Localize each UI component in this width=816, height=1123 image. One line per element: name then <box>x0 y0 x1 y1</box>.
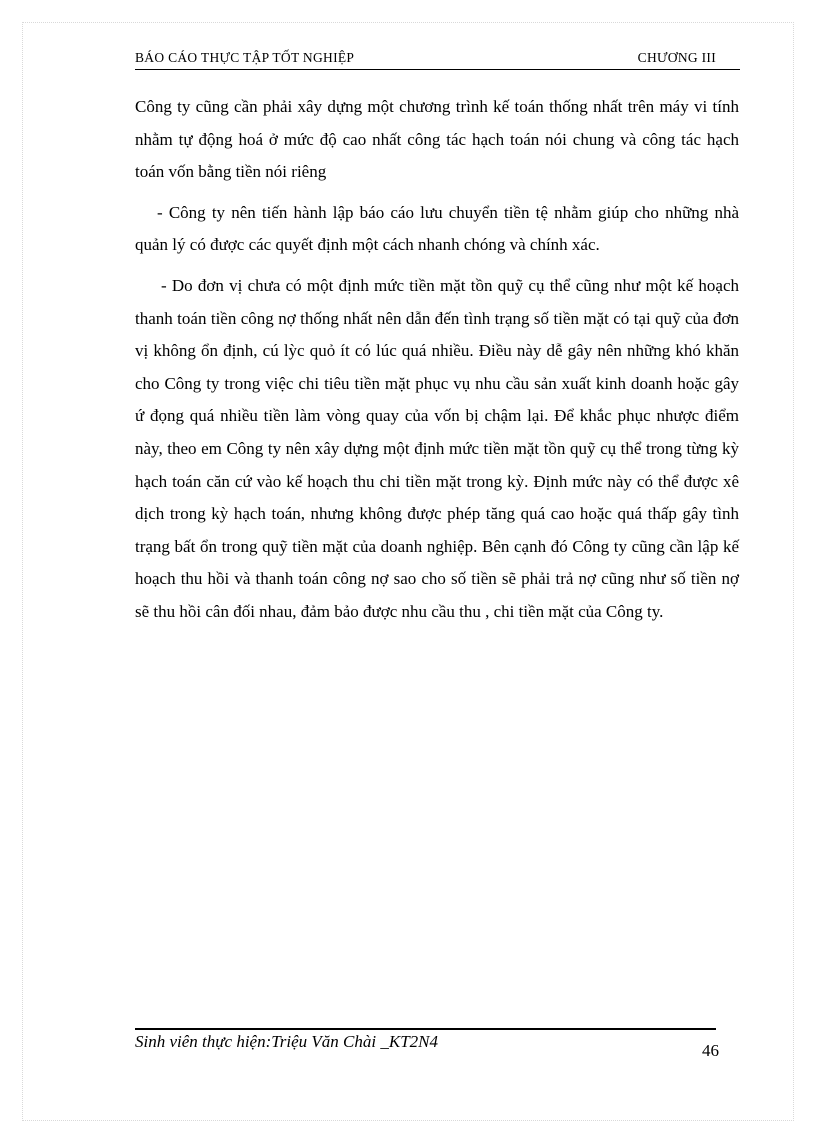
paragraph-cash-norm: - Do đơn vị chưa có một định mức tiền mặt tồn quỹ cụ thể cũng như một kế hoạch thanh toán tiền công nợ thống nhất nên dẫn đến tình trạng số tiền mặt có tại quỹ của đơn vị không ổn định, cú lỳc quỏ ít có lúc quá nhiều. Điều này dễ gây nên những khó khăn cho Công ty trong việc chi tiêu tiền mặt phục vụ nhu cầu sản xuất kinh doanh hoặc gây ứ đọng quá nhiều tiền làm vòng quay của vốn bị chậm lại. Để khắc phục nhược điểm này, theo em Công ty nên xây dựng một định mức tiền mặt tồn quỹ cụ thể trong từng kỳ hạch toán căn cứ vào kế hoạch thu chi tiền mặt trong kỳ. Định mức này có thể được xê dịch trong kỳ hạch toán, nhưng không được phép tăng quá cao hoặc quá thấp gây tình trạng bất ổn trong quỹ tiền mặt của doanh nghiệp. Bên cạnh đó Công ty cũng cần lập kế hoạch thu hồi và thanh toán công nợ sao cho số tiền sẽ phải trả nợ cũng như số tiền nợ sẽ thu hồi cân đối nhau, đảm bảo được nhu cầu thu , chi tiền mặt của Công ty. <box>135 275 739 621</box>
page-header <box>135 49 740 70</box>
page-number: 46 <box>702 1041 719 1060</box>
chapter-label: CHƯƠNG III <box>637 50 716 65</box>
report-title: BÁO CÁO THỰC TẬP TỐT NGHIỆP <box>135 50 355 65</box>
document-body <box>135 91 739 637</box>
paragraph-cash-flow-report: - Công ty nên tiến hành lập báo cáo lưu chuyển tiền tệ nhằm giúp cho những nhà quản lý có được các quyết định một cách nhanh chóng và chính xác. <box>135 202 739 255</box>
footer-divider <box>135 1028 716 1030</box>
paragraph-software: Công ty cũng cần phải xây dựng một chương trình kế toán thống nhất trên máy vi tính nhằm tự động hoá ở mức độ cao nhất công tác hạch toán nói chung và công tác hạch toán vốn bằng tiền nói riêng <box>135 97 739 182</box>
footer-author: Sinh viên thực hiện:Triệu Văn Chài _KT2N4 <box>135 1032 438 1051</box>
